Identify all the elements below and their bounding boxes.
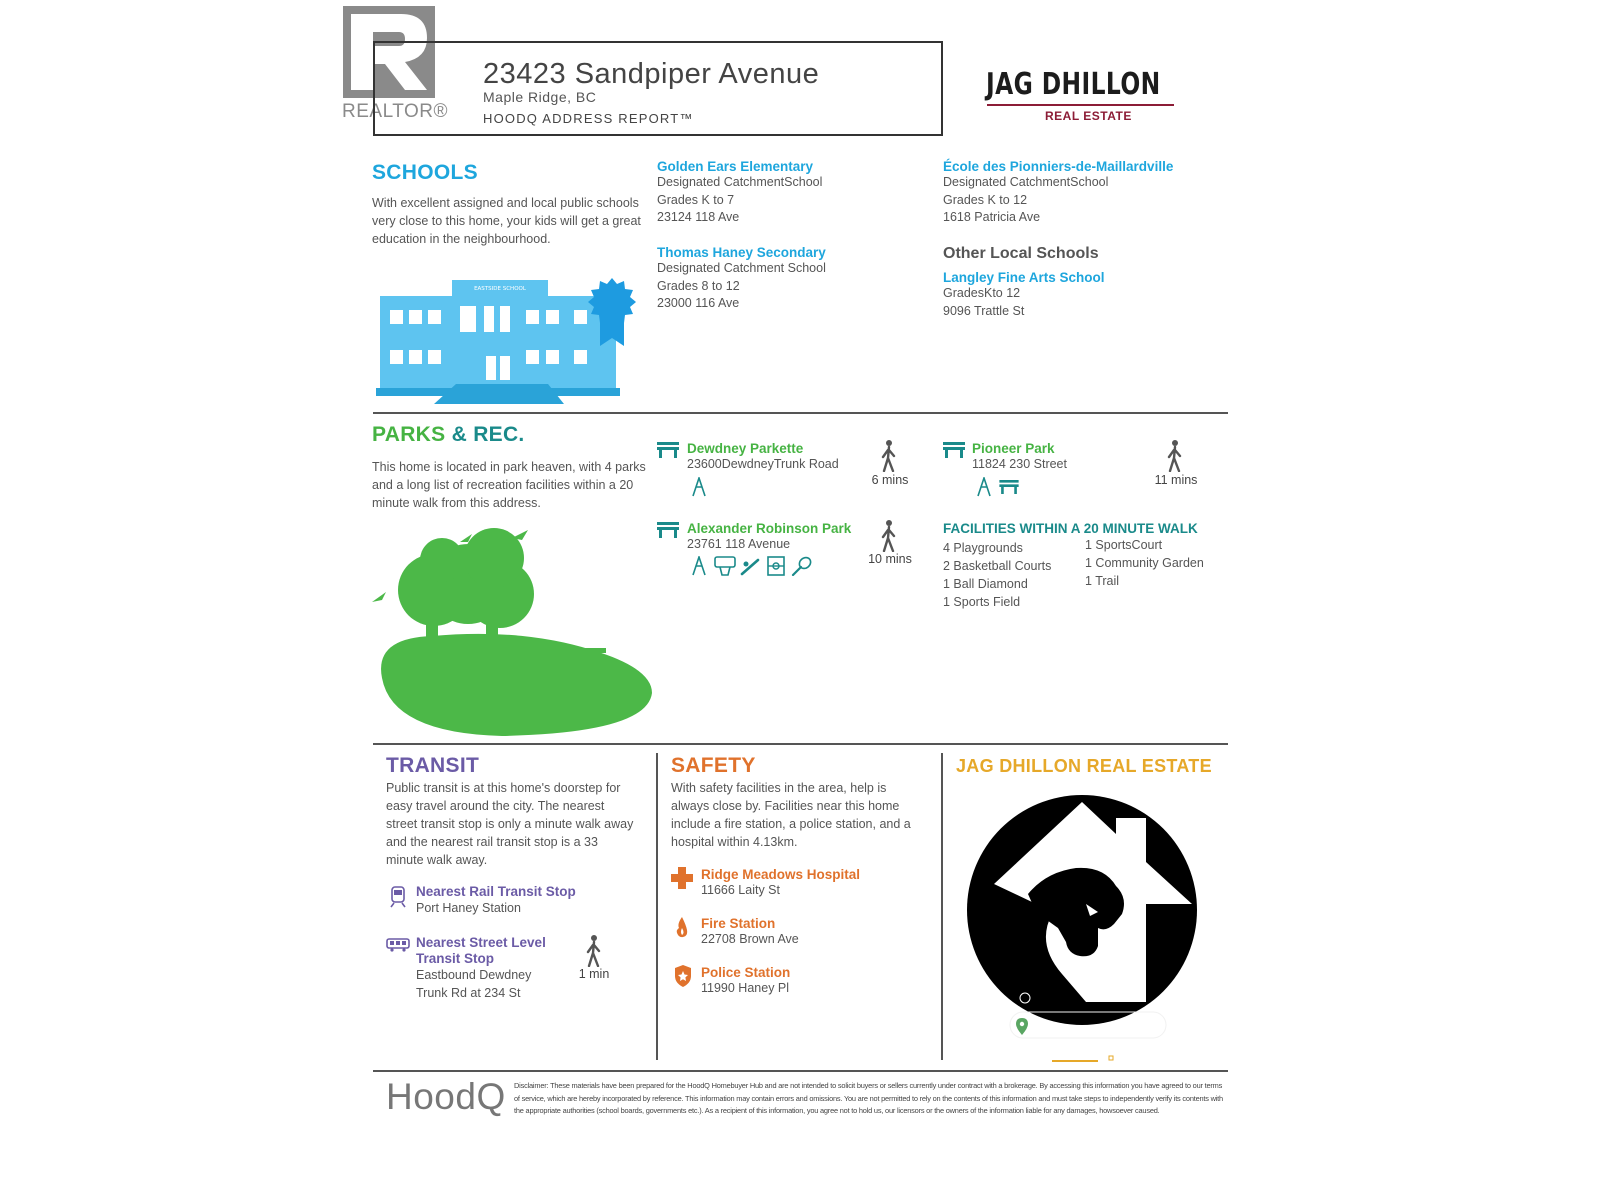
transit-intro-line: street transit stop is only a minute walk away xyxy=(386,817,634,831)
park-tree-illustration xyxy=(372,528,662,738)
safety-name[interactable]: Ridge Meadows Hospital xyxy=(701,867,861,882)
park-entry xyxy=(687,441,887,474)
property-address: 23423 Sandpiper Avenue xyxy=(483,58,820,90)
agent-logo xyxy=(966,794,1202,1064)
school-name[interactable]: Golden Ears Elementary xyxy=(657,159,814,174)
basketball-icon xyxy=(714,556,736,576)
school-grades: Grades K to 7 xyxy=(657,192,735,207)
brand-subtitle: REAL ESTATE xyxy=(1045,109,1132,123)
safety-entry xyxy=(701,867,931,900)
school-grades: Grades K to 12 xyxy=(943,192,1028,207)
transit-intro-line: minute walk away. xyxy=(386,853,488,867)
street-transit-stop: Eastbound Dewdney xyxy=(416,968,532,982)
safety-title: SAFETY xyxy=(671,754,756,777)
facilities-title: FACILITIES WITHIN A 20 MINUTE WALK xyxy=(943,521,1198,536)
safety-intro xyxy=(671,779,931,851)
facilities-list xyxy=(943,539,1051,611)
hospital-cross-icon xyxy=(671,867,693,889)
rail-transit-name[interactable]: Nearest Rail Transit Stop xyxy=(416,884,576,899)
walking-icon xyxy=(880,440,898,472)
facility-item: 1 Community Garden xyxy=(1085,556,1204,570)
transit-intro-line: Public transit is at this home's doorstep for xyxy=(386,781,621,795)
parks-title xyxy=(372,423,525,447)
safety-intro-line: With safety facilities in the area, help is xyxy=(671,781,887,795)
safety-intro-line: always close by. Facilities near this home xyxy=(671,799,900,813)
safety-address: 11666 Laity St xyxy=(701,883,780,897)
school-entry xyxy=(657,245,927,313)
parks-intro-line: minute walk from this address. xyxy=(372,496,541,510)
park-bench-icon xyxy=(657,442,679,458)
parks-intro-line: and a long list of recreation facilities within a 20 xyxy=(372,478,634,492)
park-address: 23600DewdneyTrunk Road xyxy=(687,457,839,471)
baseball-bat-icon xyxy=(740,556,762,576)
brand-divider xyxy=(987,104,1174,106)
school-type: Designated CatchmentSchool xyxy=(657,175,823,189)
facility-item: 2 Basketball Courts xyxy=(943,559,1052,573)
walking-icon xyxy=(880,520,898,552)
property-city: Maple Ridge, BC xyxy=(483,89,597,105)
park-entry xyxy=(972,441,1172,474)
schools-intro-line: With excellent assigned and local public schools xyxy=(372,196,639,210)
transit-title: TRANSIT xyxy=(386,754,480,777)
walking-icon xyxy=(1166,440,1184,472)
transit-intro xyxy=(386,779,656,869)
street-transit-stop: Trunk Rd at 234 St xyxy=(416,985,521,1000)
facility-item: 1 Trail xyxy=(1085,574,1120,588)
safety-entry xyxy=(701,916,931,949)
school-name[interactable]: Thomas Haney Secondary xyxy=(657,245,826,260)
realtor-wordmark: REALTOR® xyxy=(342,101,448,122)
park-walk-time: 11 mins xyxy=(1154,473,1198,487)
parks-title-b: & REC. xyxy=(445,423,525,446)
park-name[interactable]: Pioneer Park xyxy=(972,441,1055,456)
sports-field-icon xyxy=(767,556,785,576)
school-name[interactable]: École des Pionniers-de-Maillardville xyxy=(943,159,1174,174)
brand-name: JAG DHILLON xyxy=(986,67,1161,102)
park-address: 23761 118 Avenue xyxy=(687,537,791,551)
footer-divider xyxy=(373,1070,1228,1072)
parks-title-a: PARKS xyxy=(372,423,446,446)
rail-transit-stop: Port Haney Station xyxy=(416,901,521,915)
playground-icon xyxy=(975,477,993,497)
school-address: 9096 Trattle St xyxy=(943,303,1025,318)
safety-intro-line: hospital within 4.13km. xyxy=(671,835,798,849)
park-walk-time: 10 mins xyxy=(868,552,912,566)
facilities-list xyxy=(1085,536,1204,590)
schools-intro xyxy=(372,194,702,248)
column-divider xyxy=(656,753,658,1060)
train-icon xyxy=(390,886,406,908)
transit-intro-line: and the nearest rail transit stop is a 33 xyxy=(386,835,598,849)
school-entry xyxy=(657,159,927,227)
schools-title: SCHOOLS xyxy=(372,161,478,184)
bus-icon xyxy=(386,938,410,952)
park-address: 11824 230 Street xyxy=(972,457,1067,471)
safety-entry xyxy=(701,965,931,998)
safety-address: 22708 Brown Ave xyxy=(701,932,799,946)
playground-icon xyxy=(690,556,708,576)
transit-walk-time: 1 min xyxy=(578,967,610,981)
school-address: 23000 116 Ave xyxy=(657,296,740,310)
school-building-illustration xyxy=(376,276,646,408)
parks-intro xyxy=(372,458,662,512)
tennis-racket-icon xyxy=(791,556,813,576)
school-building-sign: EASTSIDE SCHOOL xyxy=(474,286,526,292)
schools-intro-line: very close to this home, your kids will get a great xyxy=(372,214,641,228)
walking-icon xyxy=(585,935,603,967)
street-transit-name[interactable]: Nearest Street Level xyxy=(416,935,546,950)
safety-intro-line: include a fire station, a police station, and a xyxy=(671,817,911,831)
school-type: Designated Catchment School xyxy=(657,261,826,275)
park-name[interactable]: Alexander Robinson Park xyxy=(687,521,852,536)
rail-transit-entry xyxy=(416,884,646,918)
police-badge-icon xyxy=(674,965,692,987)
park-entry xyxy=(687,521,887,554)
facility-item: 4 Playgrounds xyxy=(943,541,1023,555)
parks-intro-line: This home is located in park heaven, with 4 parks xyxy=(372,460,646,474)
school-address: 1618 Patricia Ave xyxy=(943,210,1041,224)
flame-icon xyxy=(675,916,689,938)
section-divider xyxy=(373,412,1228,414)
school-grades: Grades 8 to 12 xyxy=(657,278,740,293)
street-transit-entry xyxy=(416,935,586,1002)
park-walk-time: 6 mins xyxy=(871,473,909,487)
column-divider xyxy=(941,753,943,1060)
report-label: HOODQ ADDRESS REPORT™ xyxy=(483,111,694,126)
facility-item: 1 SportsCourt xyxy=(1085,538,1163,552)
school-address: 23124 118 Ave xyxy=(657,210,740,224)
other-school-entry xyxy=(943,270,1233,320)
park-name[interactable]: Dewdney Parkette xyxy=(687,441,804,456)
facility-item: 1 Sports Field xyxy=(943,595,1021,609)
playground-icon xyxy=(690,477,708,497)
facility-item: 1 Ball Diamond xyxy=(943,577,1028,591)
street-transit-name[interactable]: Transit Stop xyxy=(416,951,495,966)
safety-name[interactable]: Police Station xyxy=(701,965,791,980)
safety-address: 11990 Haney Pl xyxy=(701,981,790,995)
safety-name[interactable]: Fire Station xyxy=(701,916,776,931)
other-schools-title: Other Local Schools xyxy=(943,245,1099,262)
park-bench-icon xyxy=(657,522,679,538)
disclaimer-text: Disclaimer: These materials have been prepared for the HoodQ Homebuyer Hub and are not intended to solicit buyers or sellers currently under contract with a brokerage. By accessing this information you have agreed to our terms of service, which are hereby incorporated by reference. This information may contain errors and omissions. You are not permitted to rely on the contents of this information and must take steps to independently verify its contents with the appropriate authorities (school boards, governments etc.). As a recipient of this information, you agree not to hold us, our licensors or the owners of the information liable for any damages, howsoever caused. xyxy=(514,1081,1223,1116)
section-divider xyxy=(373,743,1228,745)
hoodq-logo: HoodQ xyxy=(386,1076,506,1117)
school-type: Designated CatchmentSchool xyxy=(943,175,1109,189)
school-grades: GradesKto 12 xyxy=(943,286,1021,300)
school-entry xyxy=(943,159,1233,227)
transit-intro-line: easy travel around the city. The nearest xyxy=(386,799,605,813)
school-name[interactable]: Langley Fine Arts School xyxy=(943,270,1105,285)
agent-title: JAG DHILLON REAL ESTATE xyxy=(956,756,1212,776)
schools-intro-line: education in the neighbourhood. xyxy=(372,232,551,246)
park-bench-icon xyxy=(943,442,965,458)
park-bench-icon xyxy=(999,480,1019,494)
